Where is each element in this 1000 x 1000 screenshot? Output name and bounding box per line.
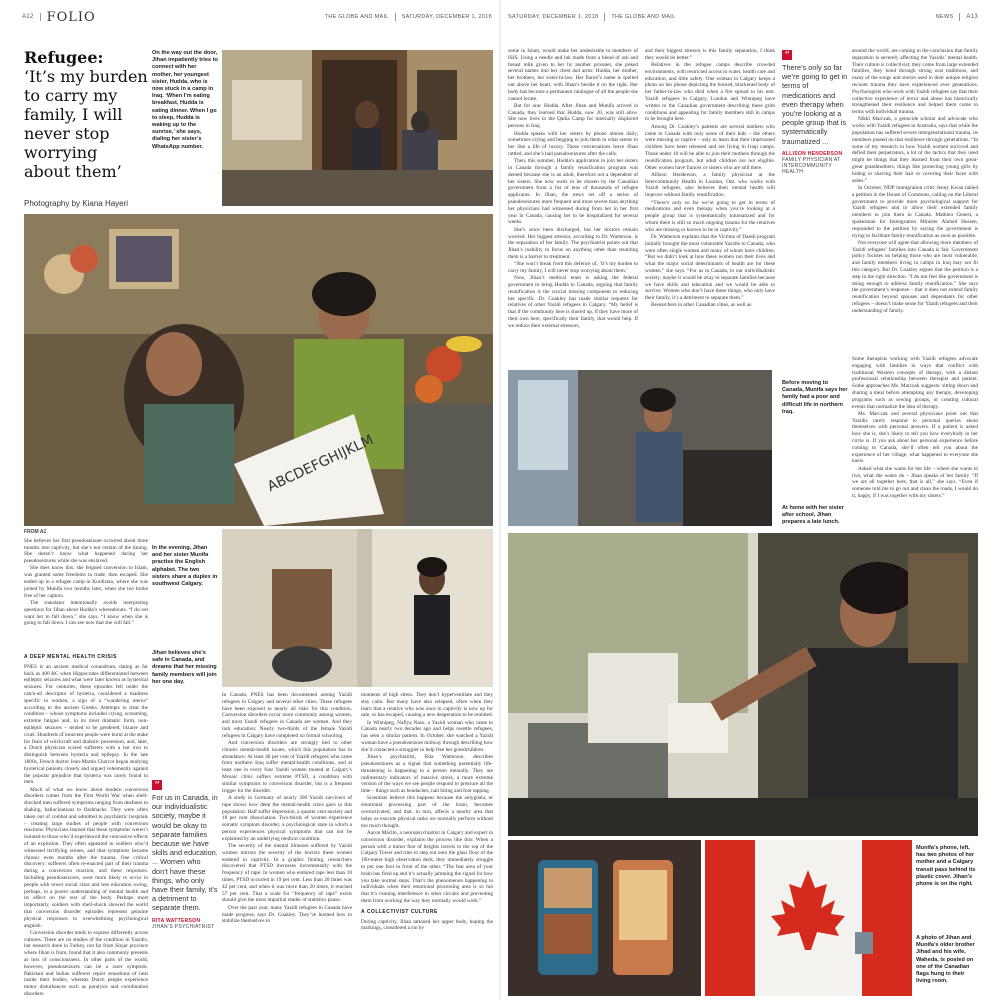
paragraph: Asked what she wants for her life – where she wants to live, what she wants do – Jihan speaks of her family. “If we are all together here, that is all,” she says. “Even if someone told me to go out and clean the roads, I would do it, happy, if I was together with my sisters.” [852, 465, 978, 499]
caption-evening: In the evening, Jihan and her sister Munifa practise the English alphabet. The two sisters share a duplex in southwest Calgary. [152, 545, 218, 588]
caption-lunch: At home with her sister after school, Jihan prepares a late lunch. [782, 505, 844, 526]
column-right-a [508, 48, 638, 368]
paragraph: Dr. Watterson explains that the Victims of Daesh program initially brought the most vulnerable Yazidis to Canada, who were often single women and many of whom have children. “But we didn’t look at how these women run their lives and what the major social determinants of health are for these women,” she says. “For us in Canada, in our individualistic society, maybe it would be okay to separate families because we have skills and education and we would be able to survive. Women who don’t have these things, who only have their family, it’s a detriment to separate them.” [645, 234, 775, 302]
pull-quote-name: ALLISON HENDERSON [782, 150, 843, 157]
caption-phone: Munifa’s phone, left, has two photos of her mother and a Calgary transit pass behind its plastic cover. Jihan’s phone is on the right. [916, 845, 976, 888]
right-date: SATURDAY, DECEMBER 1, 2018 [508, 14, 599, 20]
paragraph: Jihan’s psychiatrist, Rita Watterson, describes pseudoseizures as a signal that something potentially life-threatening is happening to a person mentally. They are rudimentary indicators of massive stress, a more extreme version of the ways we see people respond to pressure all the time – things such as headaches, nail biting and foot tapping. [361, 754, 493, 795]
headline [24, 48, 148, 198]
section-from-a1: FROM A1 [24, 529, 47, 535]
pull-quote-left [152, 780, 218, 930]
paragraph: PNES is an ancient medical conundrum, dating as far back as 400 BC when Hippocrates differentiated between epileptic seizures and what were later known as hysterical seizures. For centuries, these episodes fell under the catch-all descriptor of hysteria, considered a madness specific to women, a sign of a “wandering uterus” according to the ancient Greeks. Attempts to treat the condition – whose symptoms included crying, screaming, extreme fatigue and, in its most dramatic form, non-epileptic seizures – tended to be gendered, bizarre and cruel. Hundreds of innocent people were burnt at the stake for fears of witchcraft and diabolic possession, and, later, a Dutch physician scared sufferers with a hot iron to distinguish between hysteria and epilepsy. In the late 1800s, French doctor Jean-Martin Charcot began studying hysterical patients closely and argued vehemently against the popular prejudice that hysteria was rarely found in men. [24, 663, 148, 786]
column-right-d [852, 356, 978, 528]
byline: Photography by Kiana Hayeri [24, 199, 129, 208]
paragraph: Then, this summer, Hudda’s application to join her sisters in Canada through a family reunification program was denied because she is an adult, therefore not a dependent of her sisters. She now waits to be chosen by the Canadian government from a list of tens of thousands of refugee applicants. In Jihan, the news set off a series of pseudoseizures more frequent and more severe than anything her physicians had witnessed during from her in her first year in Canada, causing her to be hospitalized for several weeks. [508, 158, 638, 226]
paragraph: A study in Germany of nearly 300 Yazidi survivors of rape shows how deep the mental-health crisis goes in this population: Half suffer depression, a quarter cent anxiety and 18 per cent dissociation. Two-thirds of women experience somatic symptom disorder, a psychological state in which a person experiences physical symptoms that can not be explained by an underlying medical condition. [222, 794, 352, 842]
paragraph: “She won’t break from this defence of, ‘It’s my burden to carry my family, I will never stop worrying about them.’ [508, 261, 638, 274]
photo-phones [508, 840, 701, 996]
photo-kitchen-lunch [508, 533, 978, 836]
headline-kicker: Refugee: [24, 48, 104, 67]
section-folio: FOLIO [46, 9, 96, 25]
paragraph: “There’s only so far we’re going to get in terms of medications and even therapy when you’re looking at a people group that is systematically traumatized and for whom there is still so much ongoing trauma for the relatives who are missing or known to be in captivity.” [645, 199, 775, 233]
paragraph: In Canada, PNES has been documented among Yazidi refugees in Calgary and several other cities. These refugees have been exposed to nearly all risks for this condition. Conversion disorders occur more commonly among women, and most Yazidi refugees in Canada are women. And they lack education: Nearly two-thirds of the female Yazidi refugees in Calgary have completed no formal schooling. [222, 692, 352, 739]
paragraph: Over the past year, many Yazidi refugees in Canada have made progress, says Dr. Coakley. They’ve learned how to stabilize themselves in [222, 904, 352, 925]
paragraph: She does know this: she feigned conversion to Islam, was granted some freedoms in trade, then escaped. She ended up in a refugee camp in Kurdistan, where she was joined by Munifa two months later, when she too broke free of her captors. [24, 565, 148, 599]
paragraph: Scientists believe this happens because the amygdala, or emotional processing part of the brain, becomes overactivated, and that, in turn, affects a nearby area that helps us execute physical tasks we normally perform without too much thought. [361, 795, 493, 829]
right-page-header [508, 10, 978, 24]
caption-iraq: Before moving to Canada, Munifa says her family had a poor and difficult life in northern Iraq. [782, 380, 848, 415]
paragraph: Hudda speaks with her sisters by phone almost daily, sometimes crying and begging to join them in what seems to her like a life of luxury. These conversations leave Jihan rattled, and she’s had pseudoseizures after the calls. [508, 130, 638, 157]
paragraph: Some therapists working with Yazidi refugees advocate engaging with families in ways that conflict with traditional Western concepts of therapy, with a distant professional relationship between therapist and patient. Some approaches Ms. Marczak suggests: sitting down and sharing a meal before attempting any therapy, developing programs such as sewing groups, or creating cultural events that normalize the idea of therapy. [852, 356, 978, 410]
paragraph: Much of what we know about modern conversion disorders comes from the First World War when shell-shocked men suffered symptoms ranging from deafness to shaking, hallucinations to flashbacks. They were often taken out of combat and admitted to psychiatric hospitals – creating large studies of people with conversion reactions. Physicians learned that these symptoms weren’t isolated to those who’d experienced the concussive effects of an explosion. They often appeared in soldiers who’d witnessed terrifying scenes, and that symptoms became chronic even months after the trauma. One critical discovery: sufferers often re-enacted part of their trauma during a conversion reaction, and these responses. Including pseudoseizures, were more likely to occur in people with lower social class and less education owing, perhaps, to a poorer understanding of mental health and its effect on the rest of the body. Perhaps most importantly, soldiers with shell-shock showed the world that conversion disorder episodes represent genuine physical responses to overwhelming psychological anguish. [24, 786, 148, 929]
paragraph: The severity of the mental illnesses suffered by Yazidi women mirrors the severity of the horrors these women endured in captivity. In a graphic finding, researchers discovered that PTSD increases incrementally with the frequency of rape: In women who endured rape less than 10 times, PTSD occurred in 19 per cent. Less than 20 times was 42 per cent, and when it was more than 20 times, it reached 57 per cent. That a scale for “frequency of rape” exists should give the most impartial reader of statistics pause. [222, 843, 352, 904]
pull-quote-role: JIHAN’S PSYCHIATRIST [152, 923, 215, 930]
paragraph: Ms. Marczak and several physicians point out that Yazidis rarely respond to personal queries about themselves with personal answers. If a patient is asked how she is, she’s likely to tell you how everybody in her circle is. If you ask about her personal experience before coming to Canada, she’ll often tell you about the experience of her village, what happened to everyone she knew. [852, 410, 978, 465]
page-gutter [499, 0, 501, 1000]
pull-quote-role: FAMILY PHYSICIAN AT INTERCOMMUNITY HEALTH [782, 156, 841, 175]
paragraph: Now, Jihan’s medical team is asking the federal government to bring Hudda to Canada, arguing that family reunification is the crucial missing component to reducing her specific. Dr. Coakley has made similar requests for relatives of other Yazidi refugees in Calgary. “My belief is that if the community here is shored up, if they have more of their own here, specifically their family, that would help. If we reduce their external stressors, [508, 275, 638, 329]
paragraph: and their biggest stressor is this family separation, I think they would do better.” [645, 48, 775, 61]
photo-laundry-room [222, 529, 493, 687]
paragraph: Aaron Maclin, a neuropsychiatrist in Calgary and expert in conversion disorder, explains the process like this: When a person with a minor fear of heights travels to the top of the Calgary Tower and tries to step out onto the glass floor of the 160-metre high observation deck, they immediately struggle to put one foot in front of the other. “The fear area of your brain has fired up and it’s actually jamming the signal for how you take normal steps. That’s the phenomenon happening to individuals when their emotional processing area is so hot that it’s running interference in other circuits and preventing them from working the way they normally would work.” [361, 829, 493, 904]
flag-right-band [862, 840, 912, 996]
pull-quote-text: There’s only so far we’re going to get in terms of medications and even therapy when you’re looking at a people group that is systematically traumatized ... [782, 63, 848, 146]
paragraph: Not everyone will agree that allowing more members of Yazidi refugees’ families into Canada is fair. Government policy focuses on helping those who are most vulnerable, and family members living in camps in Iraq may not fit this category. But Dr. Coakley argues that the petition is a step in the right direction. “I do not feel like government is doing enough to address family reunification.” She says the government’s response – that it does not extend family reunification beyond spouses and dependants for other refugees – doesn’t make sense for Yazidi refugees and their understanding of family. [852, 239, 978, 314]
paragraph: But for one: Hudda. After Jihan and Munifa arrived in Canada, they learned that Hudda, now 20, was still alive. She now lives in the Qadia Camp for internally displaced persons in Iraq. [508, 102, 638, 130]
caption-door: On the way out the door, Jihan impatiently tries to connect with her mother, her youngest sister, Hudda, who is now stuck in a camp in Iraq. ‘When I’m eating breakfast, Hudda is eating dinner. When I go to sleep, Hudda is waking up to the sunrise,’ she says, dialing her sister’s WhatsApp number. [152, 50, 218, 150]
column-mid-b [361, 692, 493, 996]
photo-canadian-flag [705, 840, 912, 996]
left-page-header [22, 10, 492, 24]
right-page-number: A13 [966, 14, 978, 20]
alphabet-sheet-text: ABCDEFGHIJKLM [265, 431, 377, 496]
caption-flag: A photo of Jihan and Munifa’s older brother Jihad and his wife, Waheda, is posted on one of the Canadian flags hung in their living room. [916, 935, 975, 985]
paragraph: Researchers in other Canadian cities, as well as [651, 302, 752, 309]
column-right-b [645, 48, 775, 368]
paragraph: Among Dr. Coakley’s patients are several mothers who came to Canada with only some of their kids – the others were missing or captive – only to learn that their imprisoned children have been released and are living in Iraqi camps. Those under 18 will be able to join their mothers through the reunification program, but adult children are not eligible. Other women have fiancés or sisters who are still there. [645, 123, 775, 171]
pull-quote-name: RITA WATTERSON [152, 917, 201, 924]
paragraph: In October, NDP immigration critic Jenny Kwan tabled a petition in the House of Commons, calling on the Liberal government to provide more psychological support for Yazidi refugees and to allow their extended family members to join them in Canada. Mathieu Genest, a spokesman for Immigration Minister Ahmed Hussen, responded to the petition by saying the government is trying to facilitate family reunification as soon as possible. [852, 184, 978, 239]
paragraph: During captivity, Jihan tattooed her upper body, hoping the markings, considered a sin by [361, 918, 493, 932]
section-collectivist: A COLLECTIVIST CULTURE [361, 908, 438, 915]
caption-safe: Jihan believes she’s safe in Canada, and dreams that her missing family members will join her one day. [152, 650, 217, 685]
column-mid-a [222, 692, 352, 996]
photo-alphabet-practice [24, 214, 493, 526]
paragraph: And conversion disorders are strongly tied to other chronic mental-health issues, which this population has in abundance: At least 40 per cent of Yazidi refugees who came from northern Iraq suffer mental-health conditions, and at least one in every four Yazidi women treated at Calgary’s Mosaic clinic suffers extreme PTSD, a condition with similar symptoms to conversion disorder, but is a frequent trigger for the disorder. [222, 740, 352, 794]
paragraph: Allison Henderson, a family physician at the Intercommunity Health in London, Ont. who works with Yazidi refugees, also believes their mental health will improve without family reunification. [645, 171, 775, 199]
column-mental-health [24, 650, 148, 996]
left-page-number: A12 [22, 14, 34, 20]
right-section: NEWS [935, 14, 954, 20]
paragraph: She believes her first pseudoseizure occurred about three months into captivity, but she’s not certain of the timing. She doesn’t know what happened during her pseudoseizures while she was enslaved. [24, 537, 148, 565]
paragraph: Relatives in the refugee camps describe crowded environments, with restricted access to water, health care and education, and little safety. One woman in Calgary keeps a photo on her phone depicting the burned, blackened body of her father-in-law who died when a fire spread to his tent. Yazidi refugees in Calgary, London and Winnipeg have written to the Canadian government describing these grim conditions and appealing for family members still in camps to be brought here. [645, 62, 775, 123]
paragraph: She’s since been discharged, but her doctors remain worried. Her biggest stressor, according to Dr. Watterson, is the separation of her family. The psychiatrist points out that Jihan’s inability to focus on anything other than reuniting them is a barrier to treatment. [508, 226, 638, 260]
photo-doorway [222, 50, 493, 206]
paragraph: Nikki Marczak, a genocide scholar and advocate who works with Yazidi refugees in Australia, says that while the population has suffered severe intergenerational trauma, its members passed on that resilience through generations. “In some of my research in how Yazidi women survived and defied their perpetrators, a lot of the tactics that they used might be things that they learned from their own great-great grandmothers, things like protecting young girls by hiding or shaving their hair or covering their faces with ashes.” [852, 116, 978, 184]
paragraph: some in Islam, would make her undesirable to members of ISIS. Using a needle and ink made from a blend of ash and breast milk given to her by another prisoner, she poked several names into her chest and arms: Hudda, her mother, her brothers, her sister-in-law. Her fiancé’s name is spelled out above her heart, with Jihan’s beside it on the right. Her body has become a permanent catalogue of all the people she cannot locate. [508, 48, 638, 102]
column-from-a1 [24, 529, 148, 647]
photo-munifa-window [508, 370, 772, 526]
quote-mark-icon: “ [782, 50, 792, 60]
column-right-c [852, 48, 978, 368]
pull-quote-text: For us in Canada, in our individualistic society, maybe it would be okay to separate families because we have skills and education. ... Women who don’t have these things, who only have their family, it’s a detriment to separate them. [152, 793, 218, 913]
headline-quote: ‘It’s my burden to carry my family, I will never stop worrying about them’ [24, 67, 148, 181]
left-publication: THE GLOBE AND MAIL [324, 14, 389, 20]
left-date: SATURDAY, DECEMBER 1, 2018 [401, 14, 492, 20]
paragraph: moments of high stress. They don’t hyperventilate and they stay calm. But many have also relapsed, often when they learn that a relative who was once in captivity is now up for sale, or has escaped, causing a new desperation to be reunited. [361, 692, 493, 719]
pull-quote-right [782, 50, 848, 250]
section-mental-health: A DEEP MENTAL HEALTH CRISIS [24, 654, 117, 660]
paragraph: Conversion disorder tends to express differently across cultures. There are no studies of the condition in Yazidis, but research done in Turkey, not far from Sinjar province where Jihan is from, found that it also commonly presents as loss of consciousness. In other parts of the world, however, pseudoseizures can be a rarer symptom. Pakistani and Indian sufferers report sensations of heat inside their bodies, whereas Dutch people experience motor disturbances such as paralysis and coordination disorders. [24, 929, 148, 996]
paragraph: In Winnipeg, Nafiya Naso, a Yazidi woman who came to Canada nearly two decades ago and helps resettle refugees, has seen a similar pattern. In October, she watched a Yazidi woman have a pseudoseizure midway through describing how she’d contacted a smuggler to help free her grandchildren. [361, 719, 493, 753]
flag-left-band [705, 840, 755, 996]
quote-mark-icon: “ [152, 780, 162, 790]
paragraph: The translator intentionally avoids interpreting questions for Jihan about Hudda’s whereabouts. “I do not want her to fall down,” she says. “I know when she is going to fall down. I can see now that she will fall.” [24, 599, 148, 627]
paragraph: around the world, are coming to the conclusion that family separation is severely affecting the Yazidis’ mental health. Their culture is collectivist; they come from large extended families, they bond through strong oral traditions, and many of the songs and stories used in their unique religion recount trauma they have experienced over generations. Psychologists who work with Yazidi refugees say that their collective experience of terror and abuse has historically strengthened their resilience and helped them come to terms with individual trauma. [852, 48, 978, 116]
right-publication: THE GLOBE AND MAIL [611, 14, 676, 20]
